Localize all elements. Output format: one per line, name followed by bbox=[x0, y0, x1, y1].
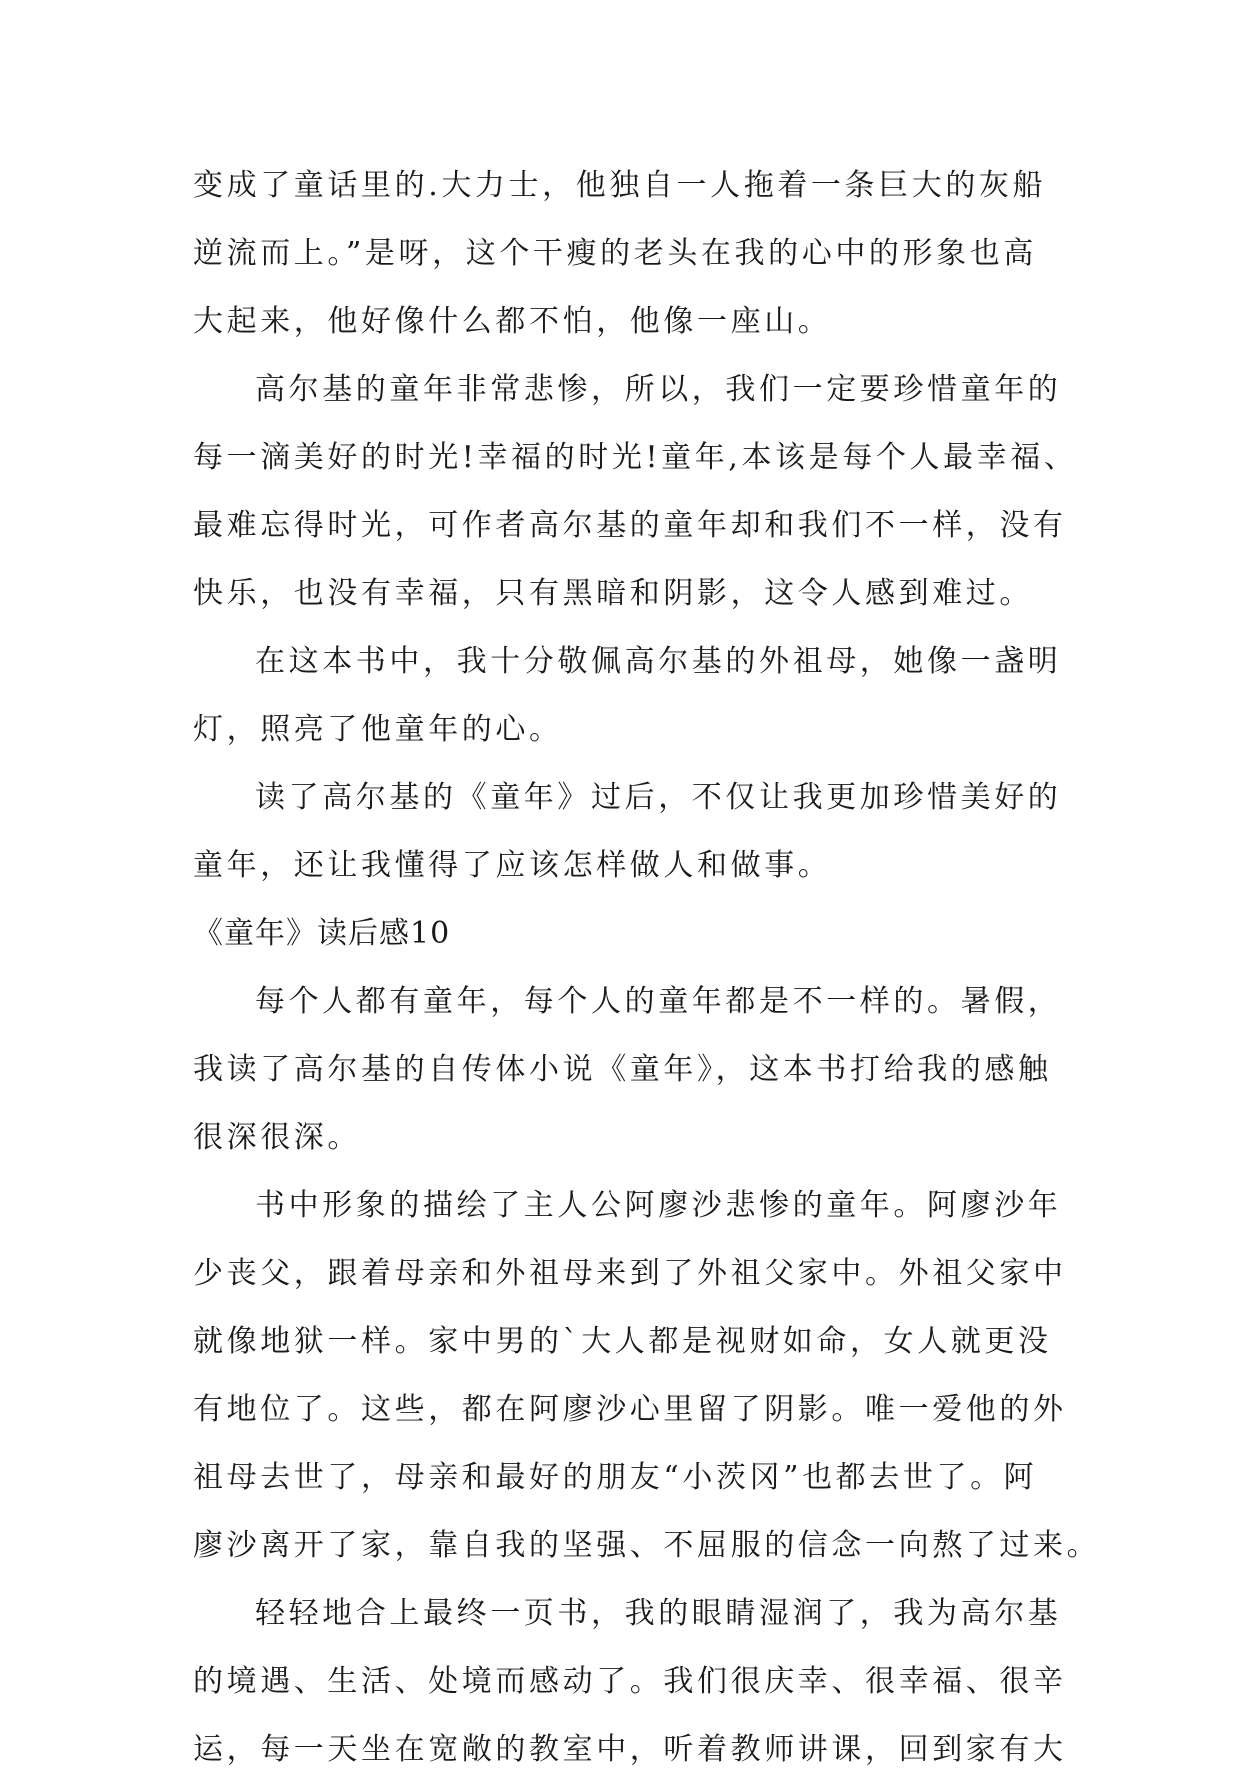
text-line: 大起来，他好像什么都不怕，他像一座山。 bbox=[193, 304, 832, 339]
paragraph-closing-book bbox=[193, 1580, 1067, 1784]
section-title: 《童年》读后感10 bbox=[193, 916, 451, 951]
text-line: 每个人都有童年，每个人的童年都是不一样的。暑假， bbox=[255, 984, 1062, 1019]
text-line: 快乐，也没有幸福，只有黑暗和阴影，这令人感到难过。 bbox=[193, 576, 1033, 611]
text-line: 的境遇、生活、处境而感动了。我们很庆幸、很幸福、很辛 bbox=[193, 1664, 1067, 1699]
text-line: 书中形象的描绘了主人公阿廖沙悲惨的童年。阿廖沙年 bbox=[255, 1188, 1062, 1223]
paragraph-cherish-childhood bbox=[193, 356, 1078, 628]
text-line: 每一滴美好的时光!幸福的时光!童年,本该是每个人最幸福、 bbox=[193, 440, 1078, 475]
paragraph-grandmother bbox=[193, 628, 1062, 764]
text-line: 在这本书中，我十分敬佩高尔基的外祖母，她像一盏明 bbox=[255, 644, 1062, 679]
paragraph-big-strongman bbox=[193, 152, 1047, 356]
text-line: 高尔基的童年非常悲惨，所以，我们一定要珍惜童年的 bbox=[255, 372, 1062, 407]
paragraph-everyone-has-childhood bbox=[193, 968, 1062, 1172]
text-line: 祖母去世了，母亲和最好的朋友“小茨冈”也都去世了。阿 bbox=[193, 1460, 1038, 1495]
text-line: 轻轻地合上最终一页书，我的眼睛湿润了，我为高尔基 bbox=[255, 1596, 1062, 1631]
paragraph-alyosha bbox=[193, 1172, 1101, 1580]
text-line: 童年，还让我懂得了应该怎样做人和做事。 bbox=[193, 848, 832, 883]
text-line: 我读了高尔基的自传体小说《童年》，这本书打给我的感触 bbox=[193, 1052, 1052, 1087]
paragraph-after-reading bbox=[193, 764, 1062, 900]
document-page bbox=[193, 152, 1101, 1784]
text-line: 最难忘得时光，可作者高尔基的童年却和我们不一样，没有 bbox=[193, 508, 1067, 543]
text-line: 廖沙离开了家，靠自我的坚强、不屈服的信念一向熬了过来。 bbox=[193, 1528, 1101, 1563]
text-line: 有地位了。这些，都在阿廖沙心里留了阴影。唯一爱他的外 bbox=[193, 1392, 1067, 1427]
text-line: 很深很深。 bbox=[193, 1120, 361, 1155]
text-line: 变成了童话里的.大力士，他独自一人拖着一条巨大的灰船 bbox=[193, 168, 1047, 203]
text-line: 读了高尔基的《童年》过后，不仅让我更加珍惜美好的 bbox=[255, 780, 1062, 815]
text-line: 灯，照亮了他童年的心。 bbox=[193, 712, 563, 747]
text-line: 少丧父，跟着母亲和外祖母来到了外祖父家中。外祖父家中 bbox=[193, 1256, 1067, 1291]
text-line: 运，每一天坐在宽敞的教室中，听着教师讲课，回到家有大 bbox=[193, 1732, 1067, 1767]
text-line: 就像地狱一样。家中男的`大人都是视财如命，女人就更没 bbox=[193, 1324, 1052, 1359]
text-line: 逆流而上。”是呀，这个干瘦的老头在我的心中的形象也高 bbox=[193, 236, 1037, 271]
